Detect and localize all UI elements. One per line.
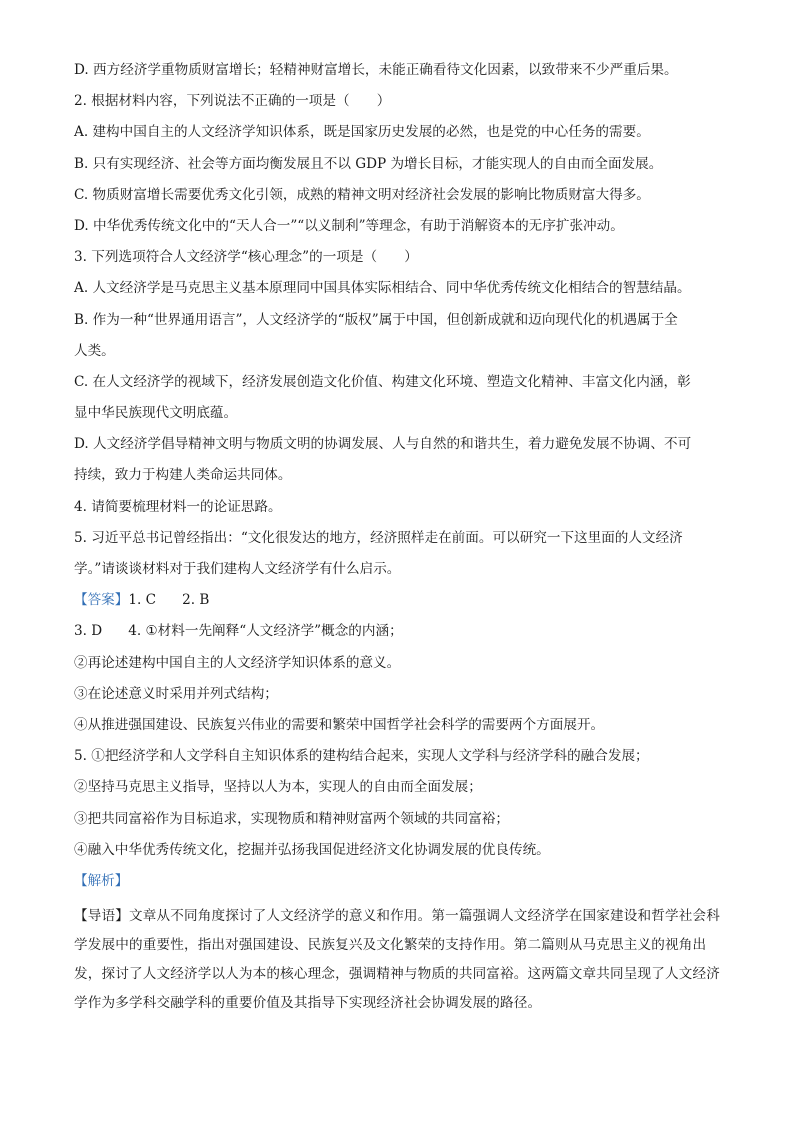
document-page bbox=[74, 60, 724, 1018]
q2-option-d: D. 中华优秀传统文化中的“天人合一”“以义制利”等理念，有助于消解资本的无序扩张冲动。 bbox=[74, 217, 624, 234]
question-4: 4. 请简要梳理材料一的论证思路。 bbox=[74, 498, 282, 515]
answer-3: 3. D bbox=[74, 623, 103, 640]
q3-option-b-cont: 人类。 bbox=[74, 342, 115, 359]
answer-line: 5. ①把经济学和人文学科自主知识体系的建构结合起来，实现人文学科与经济学科的融合发展； bbox=[74, 748, 649, 765]
answer-line: ②再论述建构中国自主的人文经济学知识体系的意义。 bbox=[74, 654, 401, 671]
answer-2: 2. B bbox=[182, 592, 210, 609]
guide-tag: 【导语】 bbox=[74, 908, 129, 925]
guide-paragraph bbox=[74, 902, 724, 1018]
q3-option-b: B. 作为一种“世界通用语言”，人文经济学的“版权”属于中国，但创新成就和迈向现代化的机遇属于全 bbox=[74, 311, 678, 328]
q3-option-d-cont: 持续，致力于构建人类命运共同体。 bbox=[74, 467, 292, 484]
answer-row-1 bbox=[74, 590, 724, 610]
answer-line: ③在论述意义时采用并列式结构； bbox=[74, 685, 278, 702]
answer-1: 1. C bbox=[128, 592, 157, 609]
question-2: 2. 根据材料内容，下列说法不正确的一项是（ ） bbox=[74, 93, 391, 110]
guide-text: 文章从不同角度探讨了人文经济学的意义和作用。第一篇强调人文经济学在国家建设和哲学社会科学发展中的重要性，指出对强国建设、民族复兴及文化繁荣的支持作用。第二篇则从马克思主义的视角出发，探讨了人文经济学以人为本的核心理念，强调精神与物质的共同富裕。这两篇文章共同呈现了人文经济学作为多学科交融学科的重要价值及其指导下实现经济社会协调发展的路径。 bbox=[74, 908, 720, 1012]
answer-tag: 【答案】 bbox=[74, 592, 129, 609]
option-d-q1: D. 西方经济学重物质财富增长；轻精神财富增长，未能正确看待文化因素，以致带来不少严重后果。 bbox=[74, 62, 678, 78]
question-3: 3. 下列选项符合人文经济学“核心理念”的一项是（ ） bbox=[74, 249, 418, 266]
question-5: 5. 习近平总书记曾经指出：“文化很发达的地方，经济照样走在前面。可以研究一下这里面的人文经济 bbox=[74, 529, 683, 546]
q3-option-a: A. 人文经济学是马克思主义基本原理同中国具体实际相结合、同中华优秀传统文化相结合的智慧结晶。 bbox=[74, 280, 691, 297]
answer-line: ④从推进强国建设、民族复兴伟业的需要和繁荣中国哲学社会科学的需要两个方面展开。 bbox=[74, 716, 605, 733]
answer-4-start: 4. ①材料一先阐释“人文经济学”概念的内涵； bbox=[128, 623, 403, 640]
analysis-heading bbox=[74, 871, 724, 891]
answer-row-2 bbox=[74, 621, 724, 641]
answer-line: ②坚持马克思主义指导，坚持以人为本，实现人的自由而全面发展； bbox=[74, 779, 482, 796]
analysis-tag: 【解析】 bbox=[74, 872, 129, 889]
answer-line: ④融入中华优秀传统文化，挖掘并弘扬我国促进经济文化协调发展的优良传统。 bbox=[74, 841, 550, 858]
q3-option-c: C. 在人文经济学的视域下，经济发展创造文化价值、构建文化环境、塑造文化精神、丰富文化内涵，彰 bbox=[74, 373, 691, 390]
q2-option-b: B. 只有实现经济、社会等方面均衡发展且不以 GDP 为增长目标，才能实现人的自由而全面发展。 bbox=[74, 155, 663, 172]
question-5-cont: 学。”请谈谈材料对于我们建构人文经济学有什么启示。 bbox=[74, 561, 401, 577]
q2-option-a: A. 建构中国自主的人文经济学知识体系，既是国家历史发展的必然，也是党的中心任务的需要。 bbox=[74, 124, 650, 141]
q3-option-d: D. 人文经济学倡导精神文明与物质文明的协调发展、人与自然的和谐共生，着力避免发展不协调、不可 bbox=[74, 436, 692, 453]
q2-option-c: C. 物质财富增长需要优秀文化引领，成熟的精神文明对经济社会发展的影响比物质财富大得多。 bbox=[74, 186, 650, 203]
q3-option-c-cont: 显中华民族现代文明底蕴。 bbox=[74, 405, 238, 422]
answer-line: ③把共同富裕作为目标追求，实现物质和精神财富两个领域的共同富裕； bbox=[74, 810, 509, 827]
